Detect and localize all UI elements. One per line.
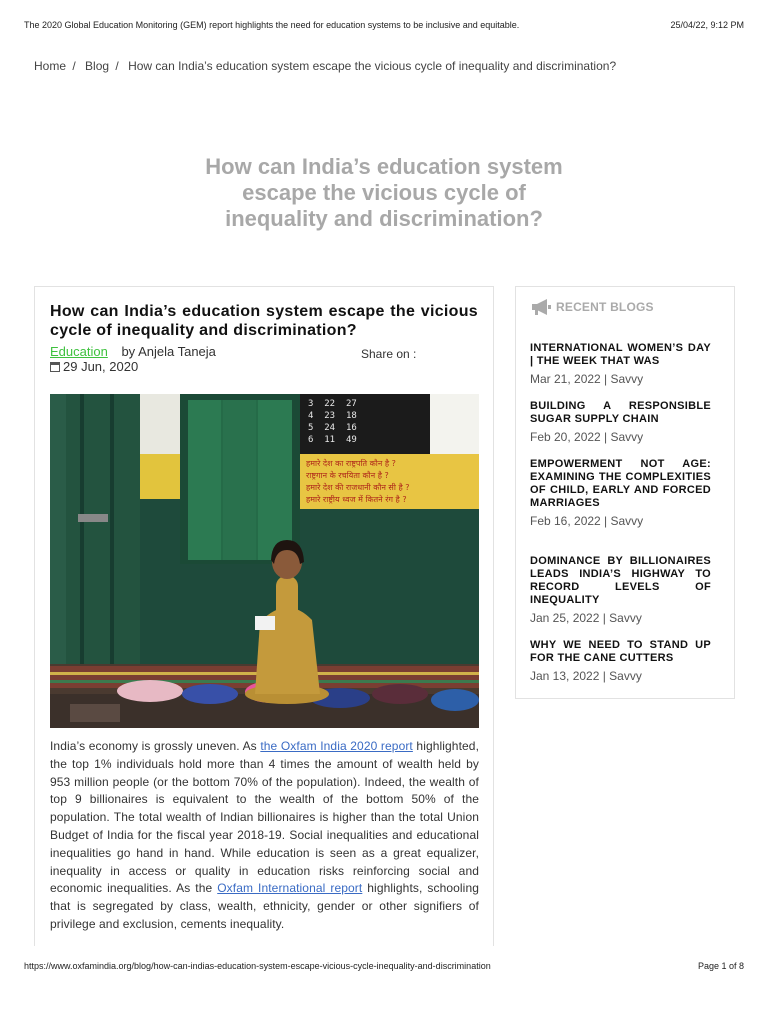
print-header <box>24 20 744 34</box>
recent-blog-title[interactable]: EMPOWERMENT NOT AGE: EXAMINING THE COMPLEXITIES OF CHILD, EARLY AND FORCED MARRIAGES <box>530 458 711 509</box>
article-author: by Anjela Taneja <box>121 344 216 359</box>
hero-title-line: inequality and discrimination? <box>225 206 543 231</box>
recent-blogs-heading-text: RECENT BLOGS <box>556 300 654 314</box>
megaphone-icon <box>530 299 552 315</box>
recent-blog-meta: Feb 16, 2022 | Savvy <box>530 514 644 528</box>
recent-blogs-sidebar <box>515 286 735 699</box>
recent-blog-item[interactable] <box>530 458 711 528</box>
oxfam-india-report-link[interactable]: the Oxfam India 2020 report <box>260 739 413 753</box>
breadcrumb <box>34 59 616 73</box>
chalkboard-row: 4 23 18 <box>308 411 357 421</box>
article-title: How can India’s education system escape the vicious cycle of inequality and discrimination? <box>50 303 478 339</box>
article-card <box>34 286 494 946</box>
recent-blog-meta: Mar 21, 2022 | Savvy <box>530 372 644 386</box>
share-label: Share on : <box>361 347 417 361</box>
recent-blog-title[interactable]: DOMINANCE BY BILLIONAIRES LEADS INDIA’S HIGHWAY TO RECORD LEVELS OF INEQUALITY <box>530 555 711 606</box>
classroom-sign: हमारे देश का राष्ट्रपति कौन है ? राष्ट्रगान के रचयिता कौन है ? हमारे देश की राजधानी कौन सी है ? हमारे राष्ट्रीय ध्वज में कितने रंग है ? <box>306 459 410 504</box>
article-date-text: 29 Jun, 2020 <box>63 359 139 374</box>
breadcrumb-separator: / <box>69 59 76 73</box>
article-body-paragraph: India’s economy is grossly uneven. As the Oxfam India 2020 report highlighted, the top 1% individuals hold more than 4 times the amount of wealth held by 953 million people (or the bottom 70% of the population). Indeed, the wealth of top 9 billionaires is equivalent to the wealth of the bottom 50% of the population. The total wealth of Indian billionaires is higher than the total Union Budget of India for the fiscal year 2018-19. Social inequalities and educational inequalities go hand in hand. While education is seen as a great equalizer, inequality in access or quality in education risks reinforcing social and economic inequalities. As the Oxfam International report highlights, schooling that is segregated by class, wealth, ethnicity, gender or other signifiers of privilege and exclusion, cements inequality. <box>50 739 479 931</box>
recent-blog-title[interactable]: BUILDING A RESPONSIBLE SUGAR SUPPLY CHAIN <box>530 400 711 425</box>
print-footer-url: https://www.oxfamindia.org/blog/how-can-indias-education-system-escape-vicious-cycle-inequality-and-discrimination <box>24 961 491 971</box>
recent-blog-item[interactable] <box>530 342 711 386</box>
print-header-title: The 2020 Global Education Monitoring (GEM) report highlights the need for education systems to be inclusive and equitable. <box>24 20 520 30</box>
recent-blog-item[interactable] <box>530 639 711 683</box>
print-footer-page-number: Page 1 of 8 <box>697 961 744 971</box>
recent-blog-title[interactable]: INTERNATIONAL WOMEN’S DAY | THE WEEK THAT WAS <box>530 342 711 367</box>
breadcrumb-current: How can India’s education system escape the vicious cycle of inequality and discrimination? <box>128 59 617 73</box>
breadcrumb-home-link[interactable]: Home <box>34 59 67 73</box>
oxfam-international-report-link[interactable]: Oxfam International report <box>217 881 363 896</box>
breadcrumb-separator: / <box>112 59 119 73</box>
recent-blog-meta: Jan 25, 2022 | Savvy <box>530 611 642 625</box>
article-meta <box>50 344 216 359</box>
recent-blogs-heading <box>530 299 654 315</box>
chalkboard-row: 3 22 27 <box>308 399 357 409</box>
recent-blog-title[interactable]: WHY WE NEED TO STAND UP FOR THE CANE CUTTERS <box>530 639 711 664</box>
breadcrumb-blog-link[interactable]: Blog <box>85 59 110 73</box>
chalkboard <box>308 398 428 446</box>
recent-blog-item[interactable] <box>530 400 711 444</box>
page-hero-title <box>184 154 584 232</box>
recent-blog-meta: Jan 13, 2022 | Savvy <box>530 669 642 683</box>
article-photo <box>50 394 479 728</box>
calendar-icon <box>50 362 60 372</box>
chalkboard-row: 6 11 49 <box>308 435 357 445</box>
hero-title-line: escape the vicious cycle of <box>242 180 526 205</box>
article-category-link[interactable]: Education <box>50 344 108 359</box>
print-header-datetime: 25/04/22, 9:12 PM <box>670 20 744 30</box>
recent-blog-item[interactable] <box>530 555 711 625</box>
hero-title-line: How can India’s education system <box>205 154 563 179</box>
print-footer <box>24 961 744 975</box>
recent-blog-meta: Feb 20, 2022 | Savvy <box>530 430 644 444</box>
chalkboard-row: 5 24 16 <box>308 423 357 433</box>
article-date <box>50 359 138 374</box>
